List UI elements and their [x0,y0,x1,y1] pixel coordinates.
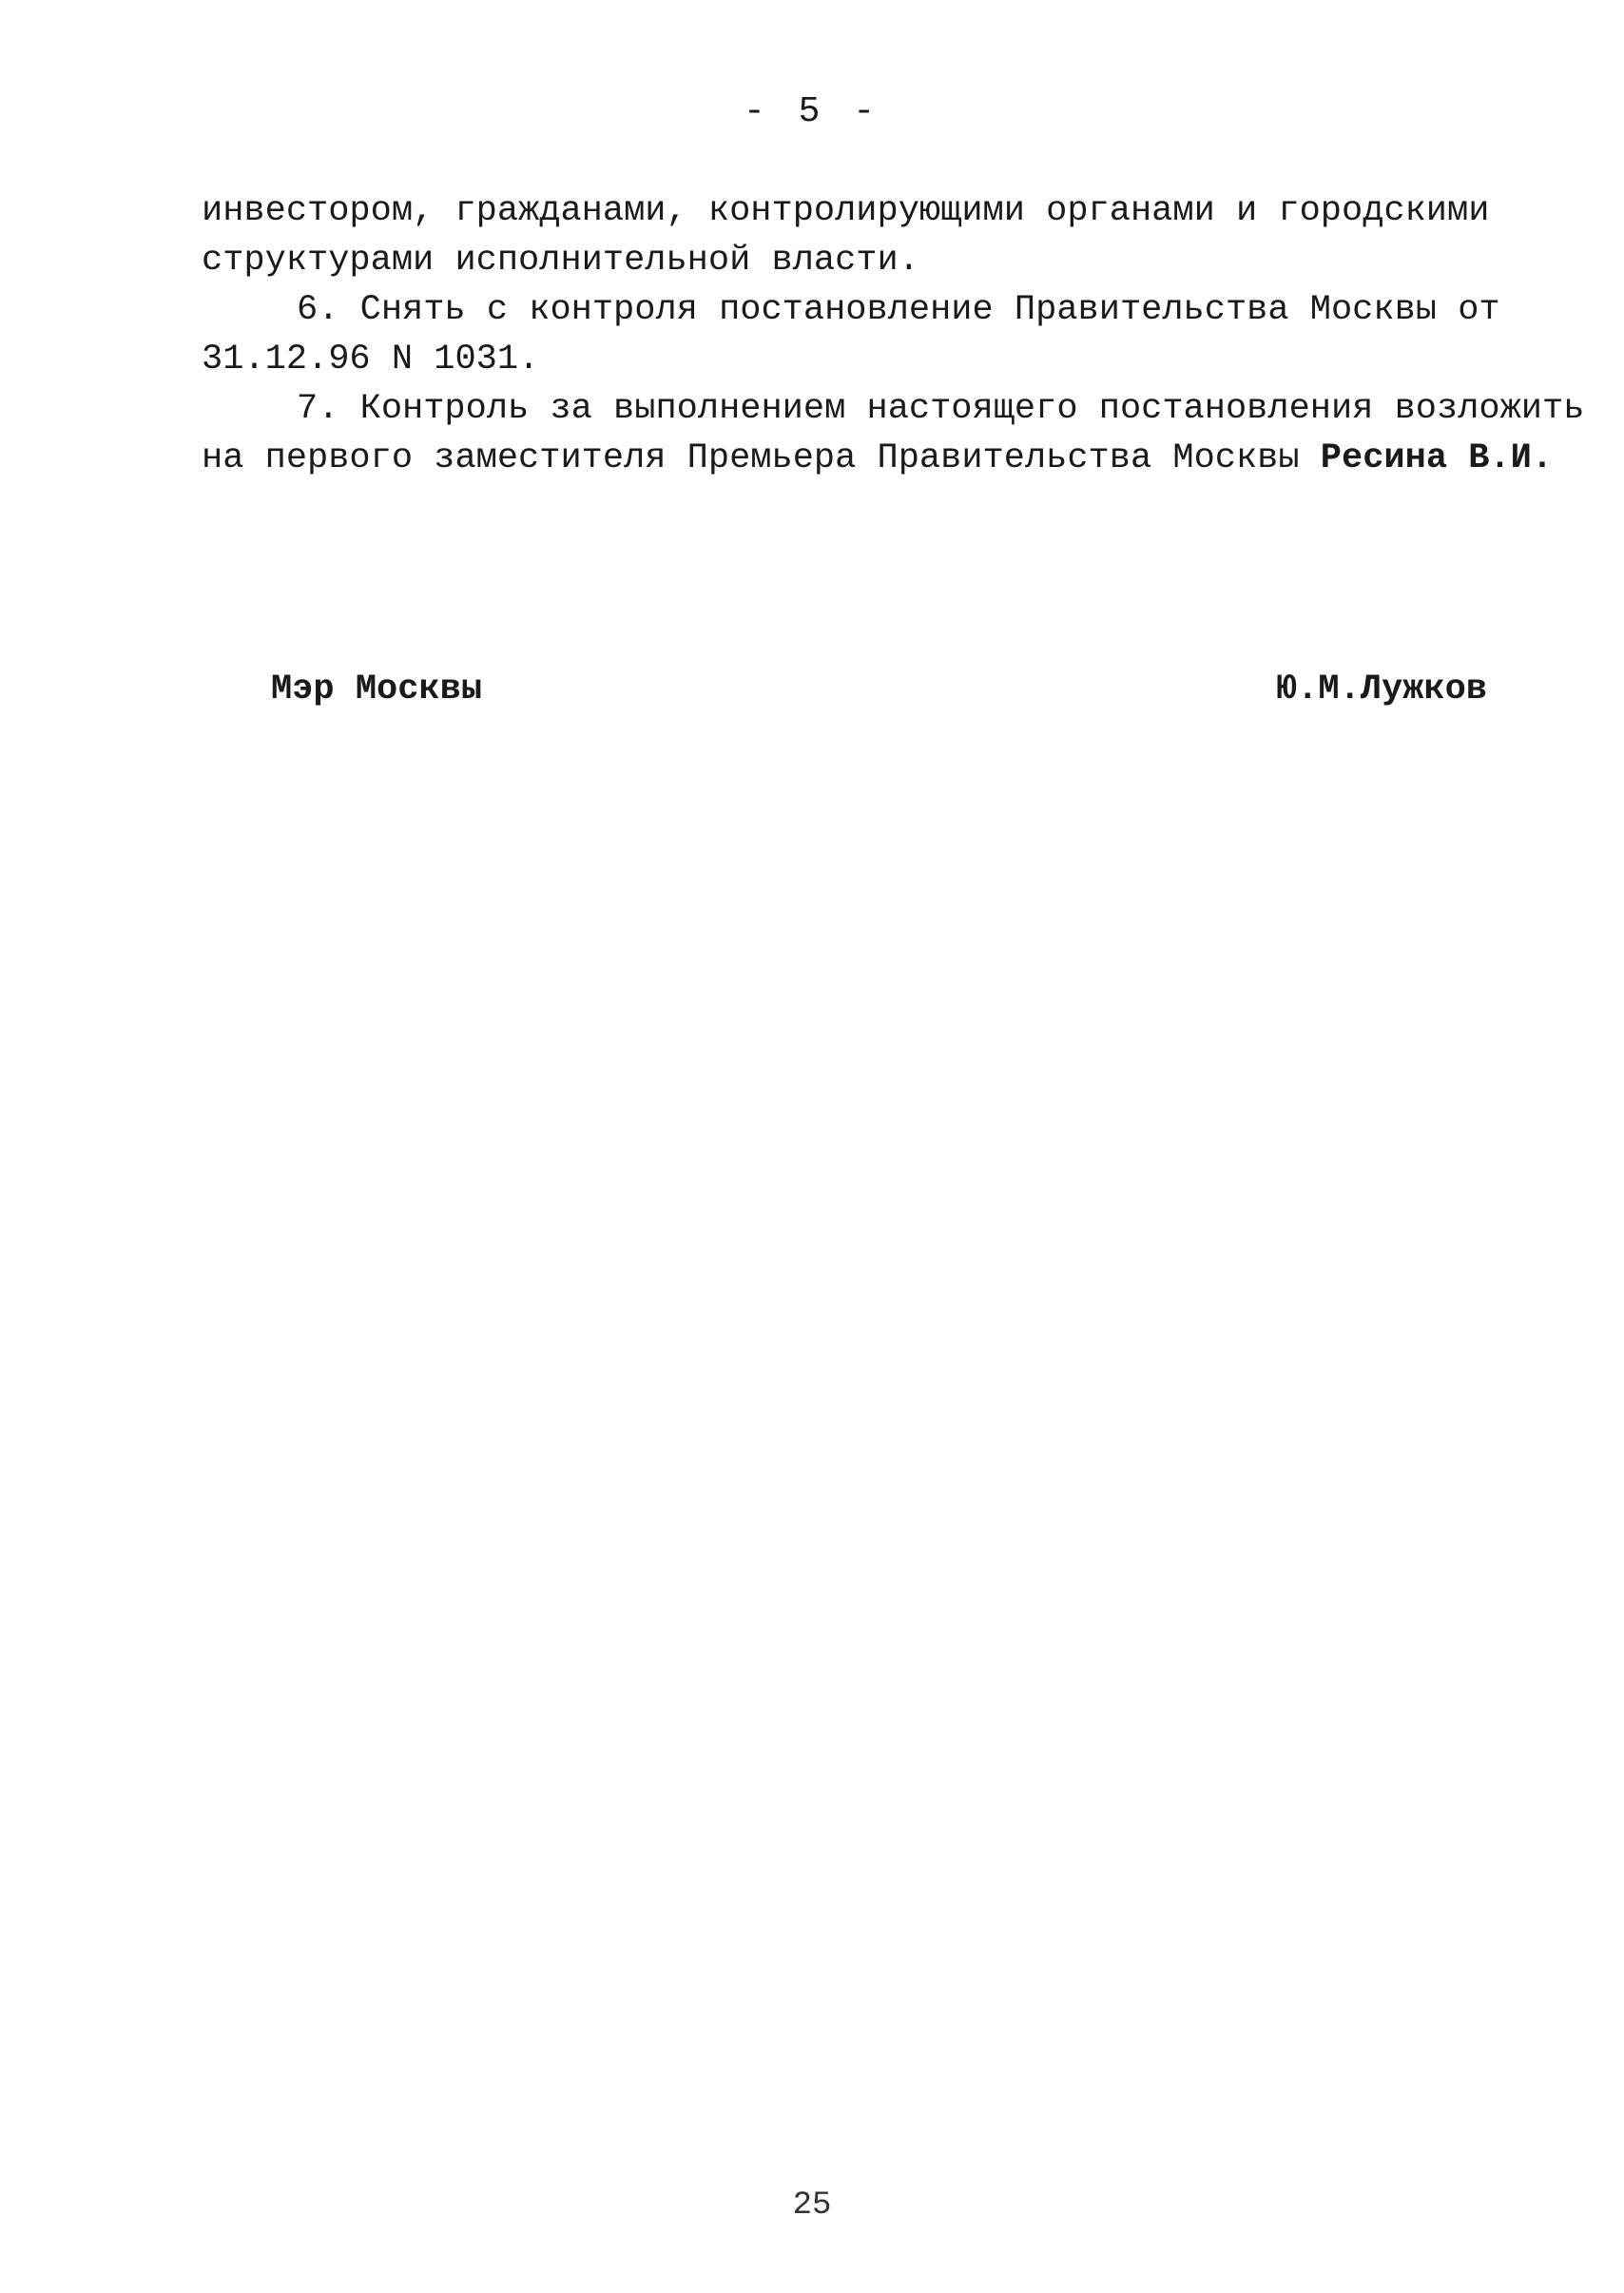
item-7-line-2 [202,434,1554,483]
signature-name: Ю.М.Лужков [1275,670,1487,709]
footer-sheet-number: 25 [792,2187,832,2224]
paragraph-line-2: структурами исполнительной власти. [202,241,919,281]
signature-title: Мэр Москвы [271,670,483,709]
responsible-person: Ресина В.И. [1320,438,1554,478]
item-6-line-1: 6. Снять с контроля постановление Правительства Москвы от [297,290,1500,330]
paragraph-line-1: инвестором, гражданами, контролирующими органами и городскими [202,191,1490,231]
item-7-text: на первого заместителя Премьера Правительства Москвы [202,438,1321,478]
document-body [202,186,1585,483]
item-6-line-2: 31.12.96 N 1031. [202,340,540,379]
item-7-line-1: 7. Контроль за выполнением настоящего постановления возложить [297,389,1585,429]
page-number: - 5 - [743,91,881,132]
